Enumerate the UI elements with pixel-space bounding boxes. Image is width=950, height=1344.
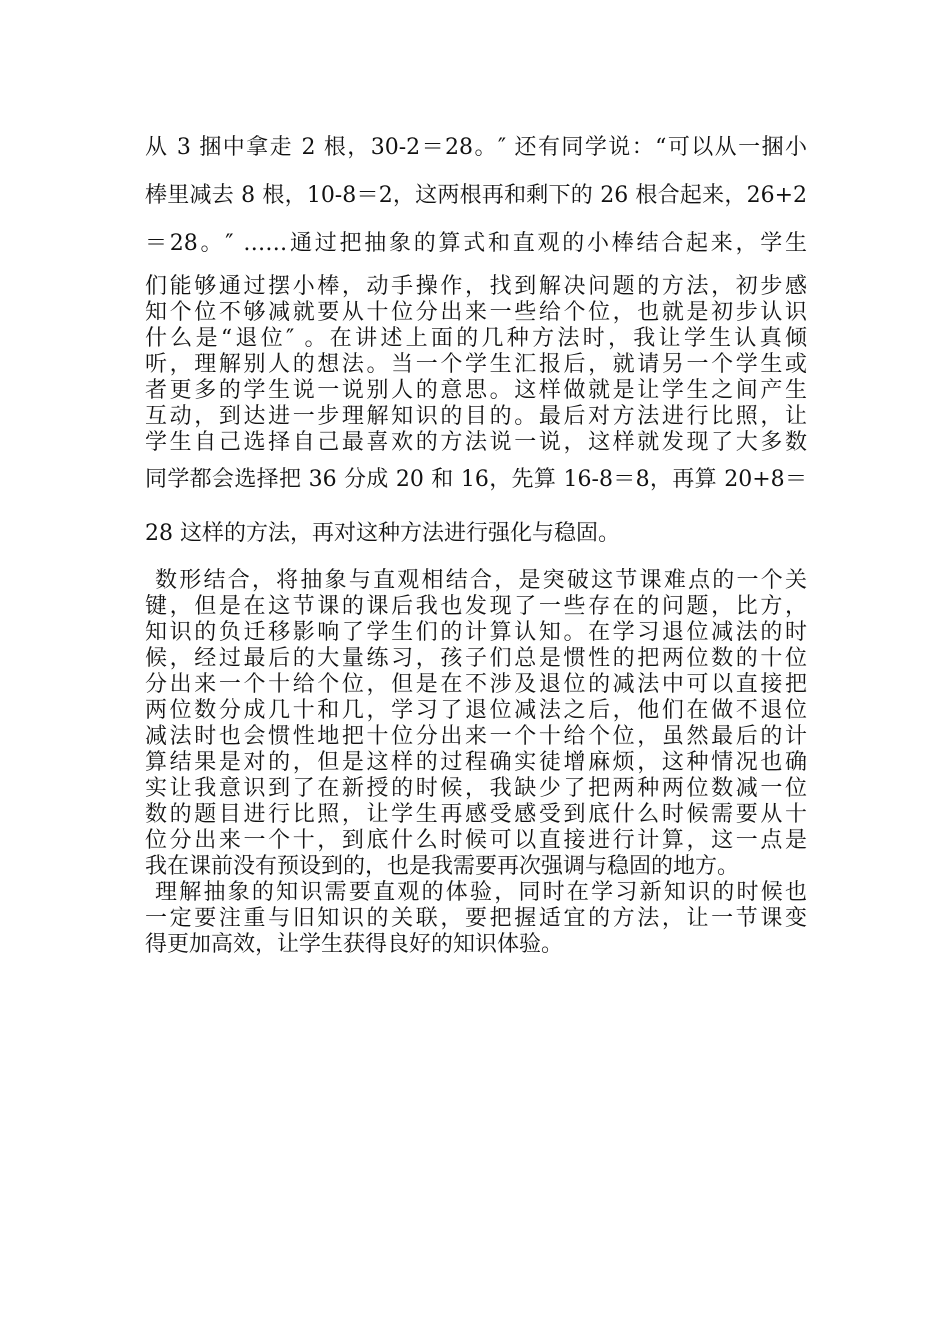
- text-line: 知个位不够减就要从十位分出来一些给个位，也就是初步认识: [145, 300, 807, 325]
- document-body: [145, 130, 807, 958]
- paragraph-2: [145, 568, 807, 880]
- text-line: 听，理解别人的想法。当一个学生汇报后，就请另一个学生或: [145, 352, 807, 377]
- text-line: 知识的负迁移影响了学生们的计算认知。在学习退位减法的时: [145, 620, 807, 645]
- text-line: 键，但是在这节课的课后我也发现了一些存在的问题，比方，: [145, 594, 807, 619]
- text-line: 棒里减去 8 根，10-8＝2，这两根再和剩下的 26 根合起来，26+2: [145, 183, 807, 208]
- text-line: 得更加高效，让学生获得良好的知识体验。: [145, 932, 564, 957]
- text-line: 同学都会选择把 36 分成 20 和 16，先算 16-8＝8，再算 20+8＝: [145, 467, 807, 492]
- text-line: ＝28。″ ……通过把抽象的算式和直观的小棒结合起来，学生: [145, 231, 807, 256]
- text-line: 分出来一个十给个位，但是在不涉及退位的减法中可以直接把: [145, 672, 807, 697]
- text-line: 们能够通过摆小棒，动手操作，找到解决问题的方法，初步感: [145, 274, 807, 299]
- text-line: 什么是“退位″ 。在讲述上面的几种方法时，我让学生认真倾: [145, 326, 807, 351]
- paragraph-1: [145, 130, 807, 564]
- text-line: 位分出来一个十，到底什么时候可以直接进行计算，这一点是: [145, 828, 807, 853]
- text-line: 互动，到达进一步理解知识的目的。最后对方法进行比照，让: [145, 404, 807, 429]
- text-line: 减法时也会惯性地把十位分出来一个十给个位，虽然最后的计: [145, 724, 807, 749]
- paragraph-3: [145, 880, 807, 958]
- text-line: 一定要注重与旧知识的关联，要把握适宜的方法，让一节课变: [145, 906, 807, 931]
- text-line: 学生自己选择自己最喜欢的方法说一说，这样就发现了大多数: [145, 430, 807, 455]
- text-line: 算结果是对的，但是这样的过程确实徒增麻烦，这种情况也确: [145, 750, 807, 775]
- text-line: 两位数分成几十和几，学习了退位减法之后，他们在做不退位: [145, 698, 807, 723]
- text-line: 28 这样的方法，再对这种方法进行强化与稳固。: [145, 521, 620, 546]
- text-line: 从 3 捆中拿走 2 根，30-2＝28。″ 还有同学说：“可以从一捆小: [145, 135, 807, 160]
- text-line: 实让我意识到了在新授的时候，我缺少了把两种两位数减一位: [145, 776, 807, 801]
- text-line: 我在课前没有预设到的，也是我需要再次强调与稳固的地方。: [145, 854, 740, 879]
- text-line: 理解抽象的知识需要直观的体验，同时在学习新知识的时候也: [155, 880, 807, 905]
- text-line: 候，经过最后的大量练习，孩子们总是惯性的把两位数的十位: [145, 646, 807, 671]
- text-line: 数的题目进行比照，让学生再感受感受到底什么时候需要从十: [145, 802, 807, 827]
- text-line: 者更多的学生说一说别人的意思。这样做就是让学生之间产生: [145, 378, 807, 403]
- text-line: 数形结合，将抽象与直观相结合，是突破这节课难点的一个关: [155, 568, 807, 593]
